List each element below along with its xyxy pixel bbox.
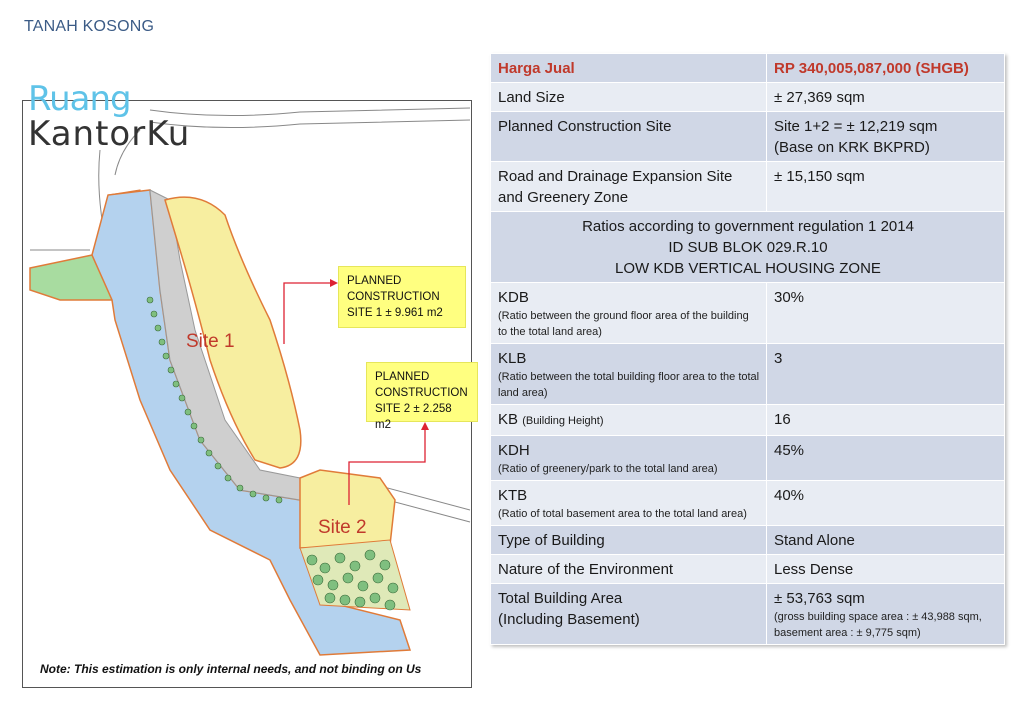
table-row-planned-site: Planned Construction Site Site 1+2 = ± 12,219 sqm (Base on KRK BKPRD) [491, 112, 1005, 162]
map-note: Note: This estimation is only internal needs, and not binding on Us [40, 662, 422, 676]
table-row-price [491, 54, 1005, 83]
table-row-road: Road and Drainage Expansion Site and Greenery Zone ± 15,150 sqm [491, 162, 1005, 212]
table-row-nature: Nature of the Environment Less Dense [491, 555, 1005, 584]
table-row-land-size: Land Size ± 27,369 sqm [491, 83, 1005, 112]
table-row-total: Total Building Area (Including Basement) ± 53,763 sqm (gross building space area : ± 43,988 sqm, basement area : ± 9,775 sqm) [491, 584, 1005, 645]
table-row-kdb: KDB (Ratio between the ground floor area of the building to the total land area) 30% [491, 283, 1005, 344]
table-row-klb: KLB (Ratio between the total building floor area to the total land area) 3 [491, 344, 1005, 405]
table-row-kb: KB (Building Height) 16 [491, 405, 1005, 436]
table-row-kdh: KDH (Ratio of greenery/park to the total land area) 45% [491, 436, 1005, 481]
table-row-type: Type of Building Stand Alone [491, 526, 1005, 555]
logo-line-2: KantorKu [28, 114, 191, 154]
table-row-ratios: Ratios according to government regulation 1 2014 ID SUB BLOK 029.R.10 LOW KDB VERTICAL HOUSING ZONE [491, 212, 1005, 283]
site-2-label: Site 2 [318, 517, 367, 538]
callout-site-1: PLANNED CONSTRUCTION SITE 1 ± 9.961 m2 [338, 266, 466, 328]
table-row-ktb: KTB (Ratio of total basement area to the total land area) 40% [491, 481, 1005, 526]
logo-line-1: Ruang [28, 79, 131, 119]
price-label: Harga Jual [491, 54, 767, 83]
callout-site-2: PLANNED CONSTRUCTION SITE 2 ± 2.258 m2 [366, 362, 478, 422]
price-value: RP 340,005,087,000 (SHGB) [767, 54, 1005, 83]
site-1-label: Site 1 [186, 331, 235, 352]
logo [28, 79, 191, 154]
specification-table [490, 53, 1005, 645]
page-title: TANAH KOSONG [24, 18, 155, 35]
